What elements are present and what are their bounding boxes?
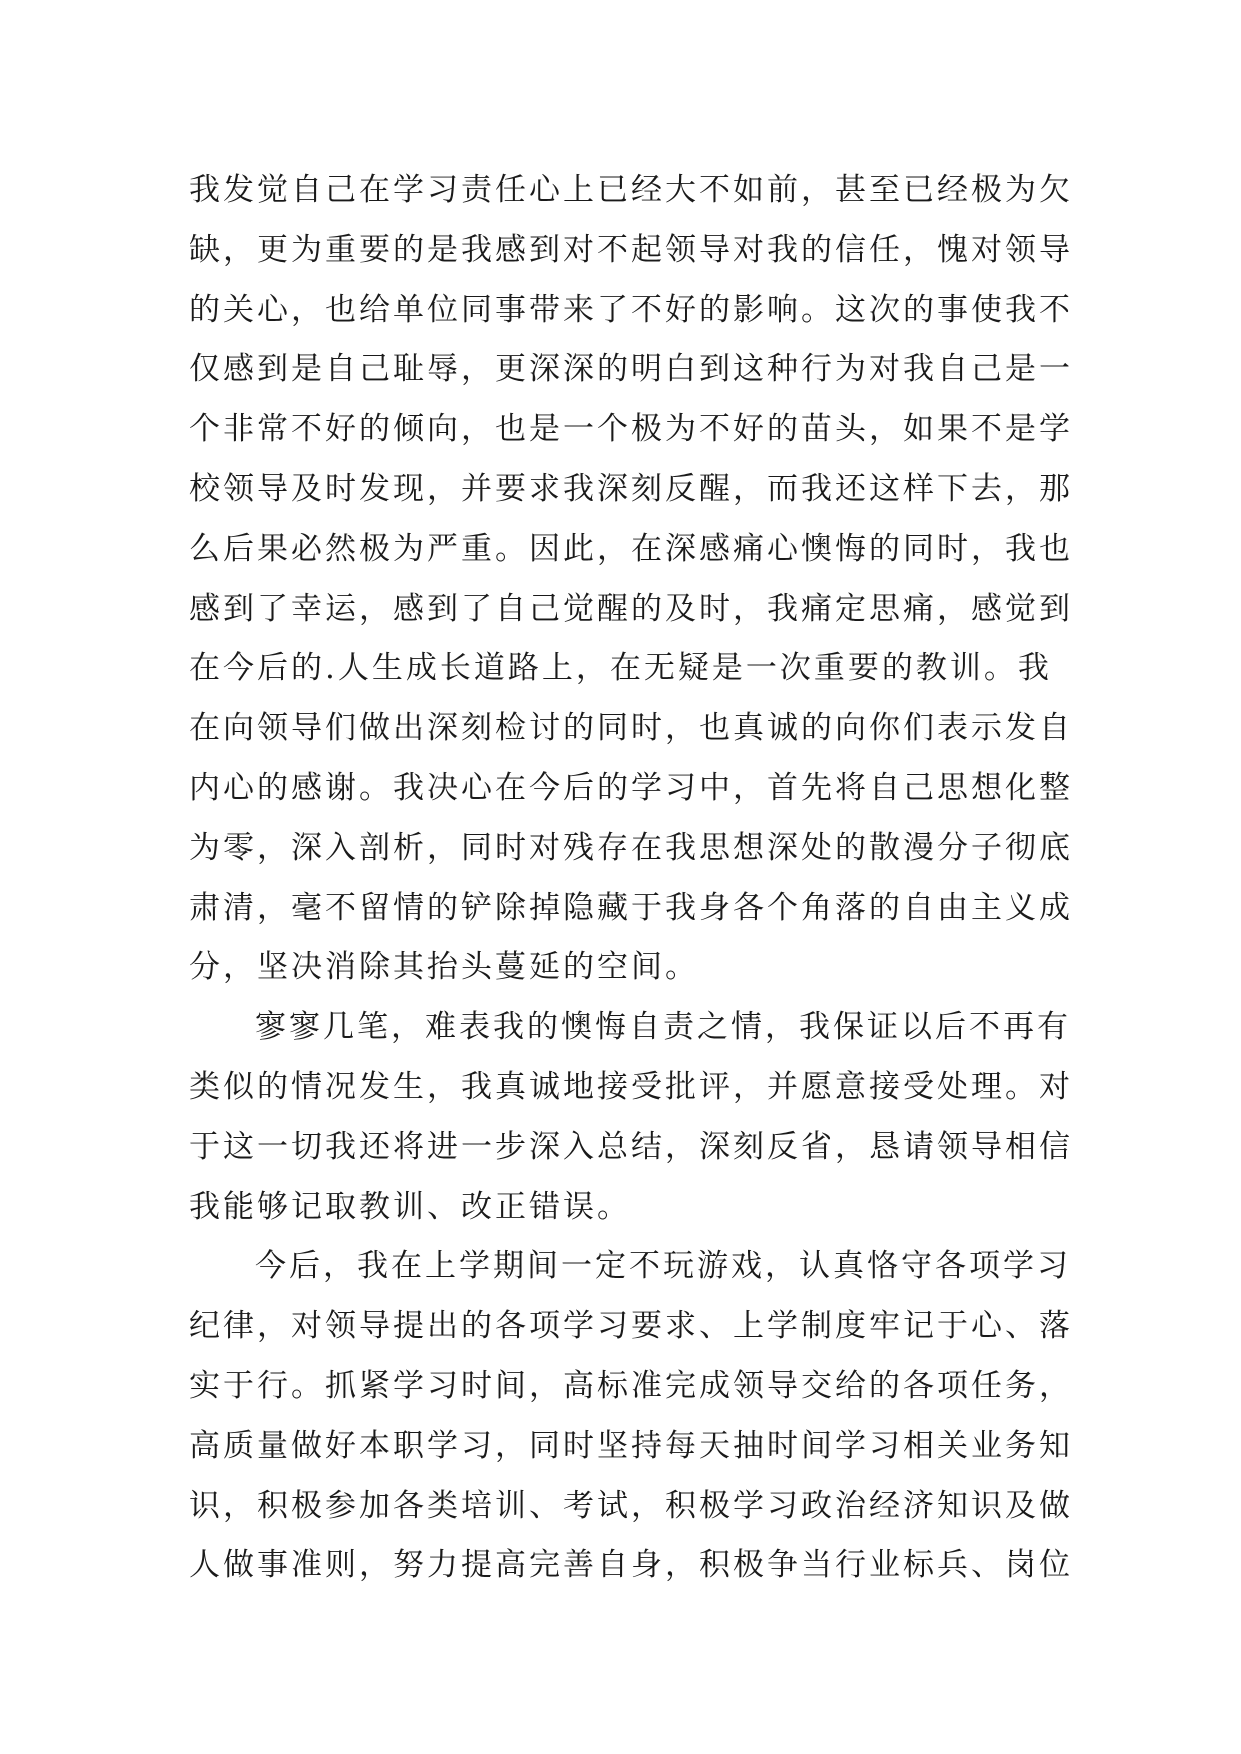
text-line: 人做事准则，努力提高完善自身，积极争当行业标兵、岗位 bbox=[189, 1547, 1073, 1584]
text-line: 识，积极参加各类培训、考试，积极学习政治经济知识及做 bbox=[189, 1487, 1073, 1524]
text-line: 的关心，也给单位同事带来了不好的影响。这次的事使我不 bbox=[189, 291, 1073, 328]
text-line: 我发觉自己在学习责任心上已经大不如前，甚至已经极为欠 bbox=[189, 172, 1073, 208]
text-line: 个非常不好的倾向，也是一个极为不好的苗头，如果不是学 bbox=[189, 411, 1073, 448]
paragraph-2 bbox=[189, 998, 1073, 1237]
text-line-indented: 今后，我在上学期间一定不玩游戏，认真恪守各项学习 bbox=[255, 1248, 1071, 1285]
text-line-indented: 寥寥几笔，难表我的懊悔自责之情，我保证以后不再有 bbox=[255, 1009, 1071, 1046]
text-line: 缺，更为重要的是我感到对不起领导对我的信任，愧对领导 bbox=[189, 231, 1073, 268]
text-line: 内心的感谢。我决心在今后的学习中，首先将自己思想化整 bbox=[189, 769, 1073, 806]
text-line: 肃清，毫不留情的铲除掉隐藏于我身各个角落的自由主义成 bbox=[189, 889, 1073, 926]
text-line: 在今后的.人生成长道路上，在无疑是一次重要的教训。我 bbox=[189, 650, 1052, 687]
text-line: 类似的情况发生，我真诚地接受批评，并愿意接受处理。对 bbox=[189, 1068, 1073, 1105]
text-line: 纪律，对领导提出的各项学习要求、上学制度牢记于心、落 bbox=[189, 1308, 1073, 1345]
text-line: 于这一切我还将进一步深入总结，深刻反省，恳请领导相信 bbox=[189, 1128, 1073, 1165]
text-line: 分，坚决消除其抬头蔓延的空间。 bbox=[189, 949, 699, 986]
document-body bbox=[189, 161, 1073, 1596]
paragraph-1 bbox=[189, 161, 1073, 998]
paragraph-3 bbox=[189, 1237, 1073, 1596]
text-line: 在向领导们做出深刻检讨的同时，也真诚的向你们表示发自 bbox=[189, 710, 1073, 747]
text-line: 高质量做好本职学习，同时坚持每天抽时间学习相关业务知 bbox=[189, 1427, 1073, 1464]
text-line: 仅感到是自己耻辱，更深深的明白到这种行为对我自己是一 bbox=[189, 351, 1073, 388]
text-line: 为零，深入剖析，同时对残存在我思想深处的散漫分子彻底 bbox=[189, 829, 1073, 866]
text-line: 实于行。抓紧学习时间，高标准完成领导交给的各项任务， bbox=[189, 1367, 1073, 1404]
text-line: 校领导及时发现，并要求我深刻反醒，而我还这样下去，那 bbox=[189, 470, 1073, 507]
text-line: 感到了幸运，感到了自己觉醒的及时，我痛定思痛，感觉到 bbox=[189, 590, 1073, 627]
text-line: 么后果必然极为严重。因此，在深感痛心懊悔的同时，我也 bbox=[189, 530, 1073, 567]
text-line: 我能够记取教训、改正错误。 bbox=[189, 1188, 631, 1225]
